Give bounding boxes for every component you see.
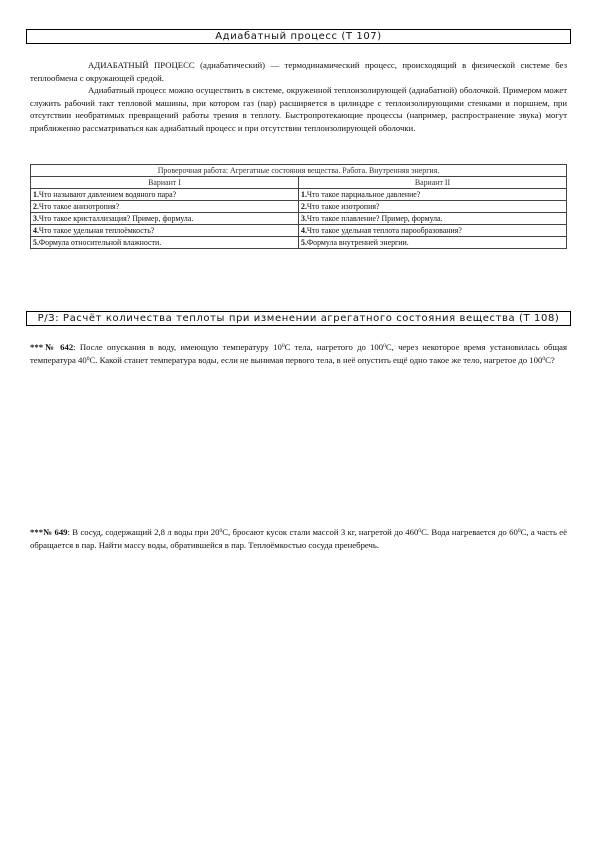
task-649: ***№ 649: В сосуд, содержащий 2,8 л воды при $20^0С$, бросают кусок стали массой 3 кг, нагретой до $460^0С$. Вода нагревается до $60^0С$, а часть её обращается в пар. Найти массу воды, обратившейся в пар. Теплоёмкостью сосуда пренебречь. xyxy=(30,527,568,550)
table-row xyxy=(31,189,567,201)
definition-paragraph-1 xyxy=(30,59,567,84)
question-cell: 3.Что такое кристаллизация? Пример, формула. xyxy=(31,213,299,225)
definition-term: АДИАБАТНЫЙ ПРОЦЕСС xyxy=(88,60,195,70)
task-642: ***№ 642: После опускания в воду, имеющую температуру $10^0С$ тела, нагретого до $100^0С$, через некоторое время установилась общая температура $40^0С$. Какой станет температура воды, если не вынимая первого тела, в неё опустить ещё одно такое же тело, нагретое до $100^0С$? xyxy=(30,342,567,365)
quiz-title: Проверочная работа: Агрегатные состояния вещества. Работа. Внутренняя энергия. xyxy=(31,165,567,177)
question-cell: 4.Что такое удельная теплота парообразования? xyxy=(299,225,567,237)
table-row xyxy=(31,237,567,249)
variant-2-header: Вариант II xyxy=(299,177,567,189)
question-cell: 2.Что такое анизотропия? xyxy=(31,201,299,213)
question-cell: 5.Формула относительной влажности. xyxy=(31,237,299,249)
section-header-adiabatic: Адиабатный процесс (Т 107) xyxy=(26,29,571,44)
question-cell: 1.Что такое парциальное давление? xyxy=(299,189,567,201)
variant-1-header: Вариант I xyxy=(31,177,299,189)
question-cell: 5.Формула внутренней энергии. xyxy=(299,237,567,249)
task-number: ***№ 642 xyxy=(30,342,74,352)
question-cell: 3.Что такое плавление? Пример, формула. xyxy=(299,213,567,225)
question-cell: 2.Что такое изотропия? xyxy=(299,201,567,213)
table-row xyxy=(31,213,567,225)
quiz-table xyxy=(30,164,567,249)
question-cell: 1.Что называют давлением водяного пара? xyxy=(31,189,299,201)
task-number: ***№ 649 xyxy=(30,527,68,537)
table-row xyxy=(31,201,567,213)
question-cell: 4.Что такое удельная теплоёмкость? xyxy=(31,225,299,237)
definition-paragraph-2: Адиабатный процесс можно осуществить в системе, окруженной теплоизолирующей (адиабатной) оболочкой. Примером может служить рабочий такт тепловой машины, при котором газ (пар) расширяется в цилиндре с теплоизолирующими стенками и поршнем, при отсутствии необратимых превращений работы трения в теплоту. Быстропротекающие процессы (например, распространение звука) могут приближенно рассматриваться как адиабатный процесс и при отсутствии теплоизолирующей оболочки. xyxy=(30,85,567,133)
definition-block xyxy=(30,59,567,135)
section-header-heat-calculation: Р/З: Расчёт количества теплоты при изменении агрегатного состояния вещества (Т 108) xyxy=(26,311,571,326)
definition-text: (адиабатический) — термодинамический процесс, происходящий в физической системе без теплообмена с окружающей средой. xyxy=(30,60,568,83)
table-row xyxy=(31,225,567,237)
